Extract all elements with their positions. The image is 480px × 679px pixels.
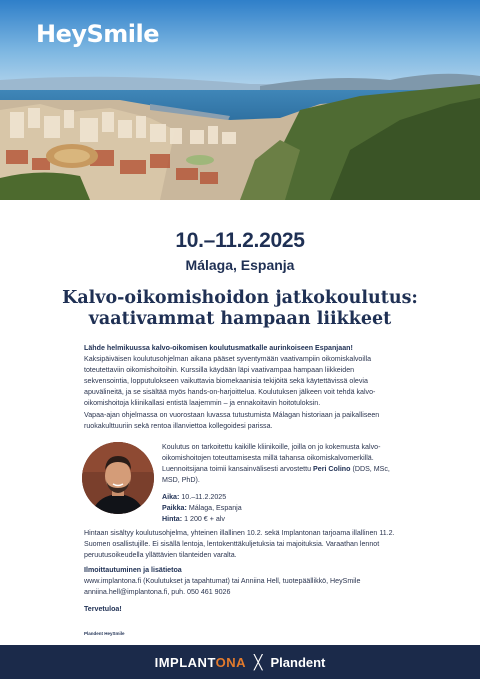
plandent-logo: Plandent <box>270 654 326 670</box>
footer-bar <box>0 645 480 679</box>
contact-section <box>84 565 400 615</box>
intro-paragraph <box>84 343 400 409</box>
fact-place <box>162 503 400 514</box>
speaker-text-after: (DDS, MSc, MSD, PhD). <box>162 465 390 484</box>
welcome-text: Tervetuloa! <box>84 605 122 613</box>
contact-heading: Ilmoittautuminen ja lisätietoa <box>84 566 182 574</box>
intro-rest: Kaksipäiväisen koulutusohjelman aikana pääset syventymään vaativampiin oikomiskalvoilla toteutettaviin oikomishoitoihin. Kurssilla käydään läpi vaativampaa hampaan liikkeiden sekvensointia, lopputulokseen vaikuttavia biomekaanisia tekijöitä sekä käytettävissä olevia apuvälineitä, ja se sisältää myös hands-on-harjoittelua. Koulutuksen jälkeen voit tehdä kalvo-oikomishoitoja kliinikallasi entistä laajemmin – ja ennakoitavin hoitotuloksin. <box>84 355 376 407</box>
hero-photo-malaga <box>0 0 480 200</box>
implantona-logo-part2: ONA <box>215 654 247 670</box>
title-line-1: Kalvo-oikomishoidon jatkokoulutus: <box>62 288 418 308</box>
implantona-logo <box>155 655 246 670</box>
leisure-paragraph: Vapaa-ajan ohjelmassa on vuorostaan luvassa tutustumista Málagan historiaan ja paikalliseen ruokakulttuuriin sekä rentoa illanviettoa kollegoidesi parissa. <box>84 411 380 430</box>
page-title <box>40 288 440 330</box>
time-value: 10.–11.2.2025 <box>179 493 227 501</box>
contact-line-1[interactable]: www.implantona.fi (Koulutukset ja tapahtumat) tai Anniina Hell, tuotepäällikkö, HeySmile <box>84 577 361 585</box>
event-location: Málaga, Espanja <box>185 257 295 273</box>
place-value: Málaga, Espanja <box>186 504 242 512</box>
heysmile-logo: HeySmile <box>36 20 160 48</box>
title-line-2: vaativammat hampaan liikkeet <box>88 309 392 329</box>
implantona-logo-part1: IMPLANT <box>154 654 216 670</box>
event-facts <box>162 492 400 525</box>
price-value: 1 200 € + alv <box>182 515 225 523</box>
speaker-portrait-image <box>82 442 154 514</box>
contact-line-2[interactable]: anniina.hell@implantona.fi, puh. 050 461 9026 <box>84 588 231 596</box>
speaker-text-before: Koulutus on tarkoitettu kaikille kliinikoille, joilla on jo kokemusta kalvo-oikomishoitojen toteuttamisesta millä tahansa oikomiskalvomerkillä. Luennoitsijana toimii kansainvälisesti arvostettu <box>162 443 381 473</box>
speaker-info <box>162 442 400 525</box>
fact-price <box>162 514 400 525</box>
price-label: Hinta: <box>162 515 183 523</box>
speaker-photo <box>82 442 154 514</box>
price-details-paragraph: Hintaan sisältyy koulutusohjelma, yhteinen illallinen 10.2. sekä Implantonan tarjoama illallinen 11.2. Suomen osallistujille. Ei sisällä lentoja, lentokenttäkuljetuksia tai majoituksia. Varaathan lennot peruutusoikeudella yllättävien tilanteiden varalta. <box>84 529 395 559</box>
partner-logos-small: Plandent HeySmile <box>84 631 125 636</box>
intro-lead: Lähde helmikuussa kalvo-oikomisen koulutusmatkalle aurinkoiseen Espanjaan! <box>84 344 353 352</box>
time-label: Aika: <box>162 493 180 501</box>
fact-time <box>162 492 400 503</box>
place-label: Paikka: <box>162 504 187 512</box>
cross-icon: ╳ <box>254 653 263 670</box>
event-date: 10.–11.2.2025 <box>175 229 305 252</box>
speaker-description <box>162 442 400 486</box>
speaker-name: Peri Colino <box>313 465 351 473</box>
